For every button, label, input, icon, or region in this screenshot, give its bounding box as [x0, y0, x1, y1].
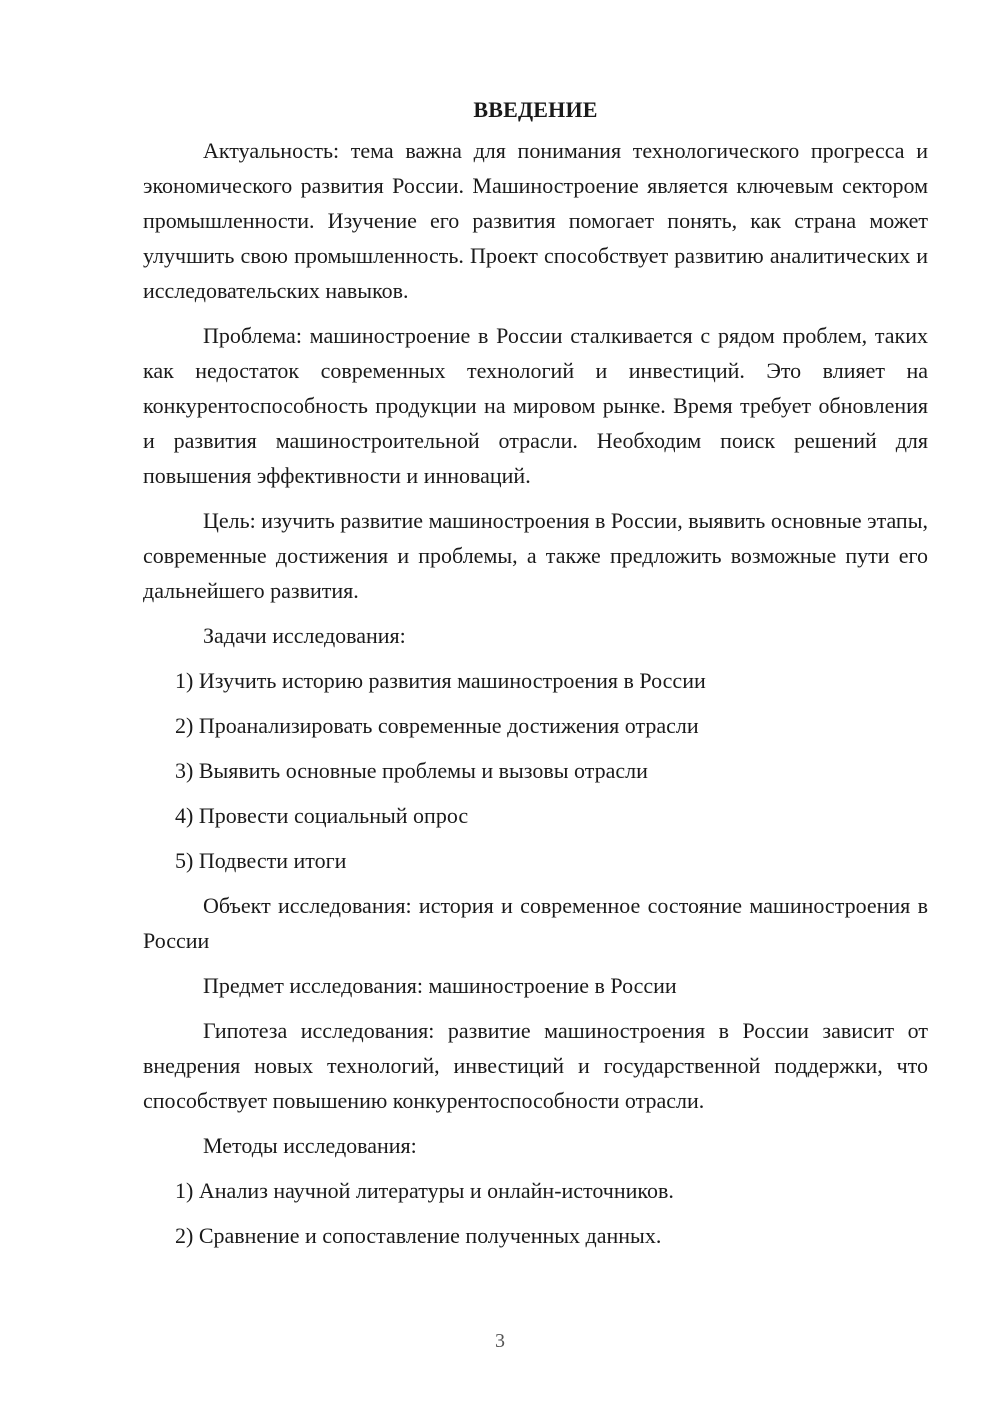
object-paragraph: Объект исследования: история и современное состояние машиностроения в России	[143, 893, 928, 953]
goal-paragraph: Цель: изучить развитие машиностроения в России, выявить основные этапы, современные достижения и проблемы, а также предложить возможные пути его дальнейшего развития.	[143, 508, 928, 603]
method-item: 1) Анализ научной литературы и онлайн-источников.	[175, 1178, 674, 1203]
task-item: 5) Подвести итоги	[175, 848, 347, 873]
relevance-paragraph: Актуальность: тема важна для понимания технологического прогресса и экономического развития России. Машиностроение является ключевым сектором промышленности. Изучение его развития помогает понять, как страна может улучшить свою промышленность. Проект способствует развитию аналитических и исследовательских навыков.	[143, 138, 928, 303]
document-body	[143, 92, 928, 1263]
problem-paragraph: Проблема: машиностроение в России сталкивается с рядом проблем, таких как недостаток современных технологий и инвестиций. Это влияет на конкурентоспособность продукции на мировом рынке. Время требует обновления и развития машиностроительной отрасли. Необходим поиск решений для повышения эффективности и инноваций.	[143, 323, 928, 488]
subject-line: Предмет исследования: машиностроение в России	[203, 973, 677, 998]
page-number: 3	[495, 1330, 505, 1352]
task-item: 4) Провести социальный опрос	[175, 803, 469, 828]
tasks-heading: Задачи исследования:	[203, 623, 406, 648]
methods-heading: Методы исследования:	[203, 1133, 417, 1158]
task-item: 3) Выявить основные проблемы и вызовы отрасли	[175, 758, 648, 783]
hypothesis-paragraph: Гипотеза исследования: развитие машиностроения в России зависит от внедрения новых технологий, инвестиций и государственной поддержки, что способствует повышению конкурентоспособности отрасли.	[143, 1018, 928, 1113]
method-item: 2) Сравнение и сопоставление полученных данных.	[175, 1223, 662, 1248]
task-item: 2) Проанализировать современные достижения отрасли	[175, 713, 699, 738]
section-title: ВВЕДЕНИЕ	[473, 97, 598, 122]
task-item: 1) Изучить историю развития машиностроения в России	[175, 668, 706, 693]
